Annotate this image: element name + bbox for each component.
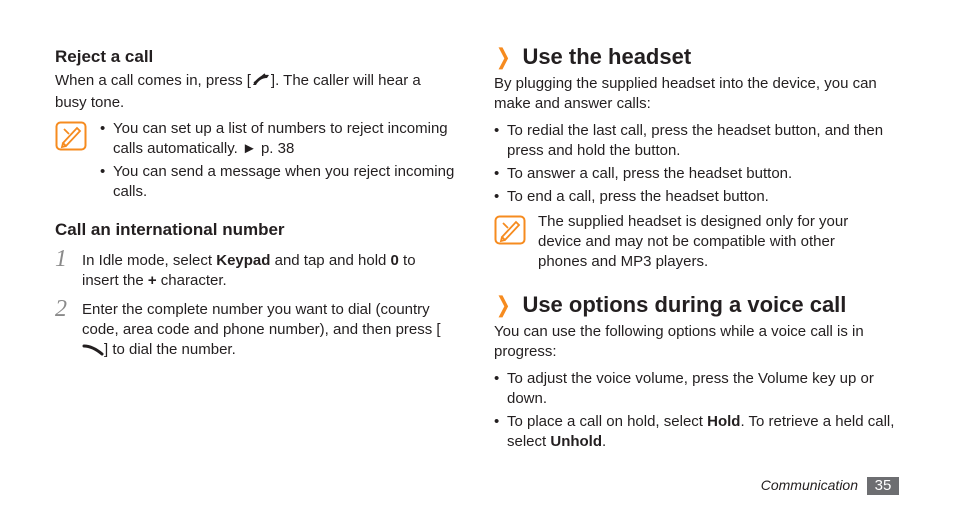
- intl-call-heading: Call an international number: [55, 220, 285, 239]
- reject-notes-list: [100, 119, 465, 205]
- list-item: • To answer a call, press the headset button.: [494, 164, 899, 184]
- note-icon: [55, 121, 87, 151]
- chevron-icon: ❯: [495, 44, 511, 69]
- note-icon: [494, 215, 526, 245]
- list-item: • To redial the last call, press the headset button, and then press and hold the button.: [494, 121, 899, 161]
- reject-call-paragraph: When a call comes in, press [ ]. The caller will hear a busy tone.: [55, 72, 421, 111]
- step-number: 1: [55, 246, 67, 272]
- reject-key-icon: [251, 73, 271, 93]
- step-text: Enter the complete number you want to dial (country code, area code and phone number), and then press [] to dial the number.: [82, 300, 457, 362]
- step-number: 2: [55, 296, 67, 322]
- options-intro: You can use the following options while a voice call is in progress:: [494, 323, 864, 360]
- headset-list: [494, 121, 899, 210]
- list-item: • You can send a message when you reject incoming calls.: [100, 162, 465, 202]
- list-item: • To place a call on hold, select Hold. To retrieve a held call, select Unhold.: [494, 412, 904, 452]
- reject-call-heading: Reject a call: [55, 47, 154, 66]
- page-number-badge: 35: [867, 477, 899, 495]
- step-text: In Idle mode, select Keypad and tap and hold 0 to insert the + character.: [82, 252, 416, 289]
- headset-section-title: ❯ Use the headset: [495, 44, 692, 69]
- list-item: • To end a call, press the headset button.: [494, 187, 899, 207]
- headset-note: The supplied headset is designed only for your device and may not be compatible with other phones and MP3 players.: [538, 213, 849, 270]
- footer-section-label: Communication: [760, 477, 858, 493]
- headset-intro: By plugging the supplied headset into the device, you can make and answer calls:: [494, 75, 877, 112]
- chevron-icon: ❯: [495, 292, 511, 317]
- list-item: • You can set up a list of numbers to reject incoming calls automatically. ► p. 38: [100, 119, 465, 159]
- options-section-title: ❯ Use options during a voice call: [495, 292, 847, 317]
- list-item: • To adjust the voice volume, press the Volume key up or down.: [494, 369, 904, 409]
- end-key-icon: [82, 342, 104, 362]
- options-list: [494, 369, 904, 455]
